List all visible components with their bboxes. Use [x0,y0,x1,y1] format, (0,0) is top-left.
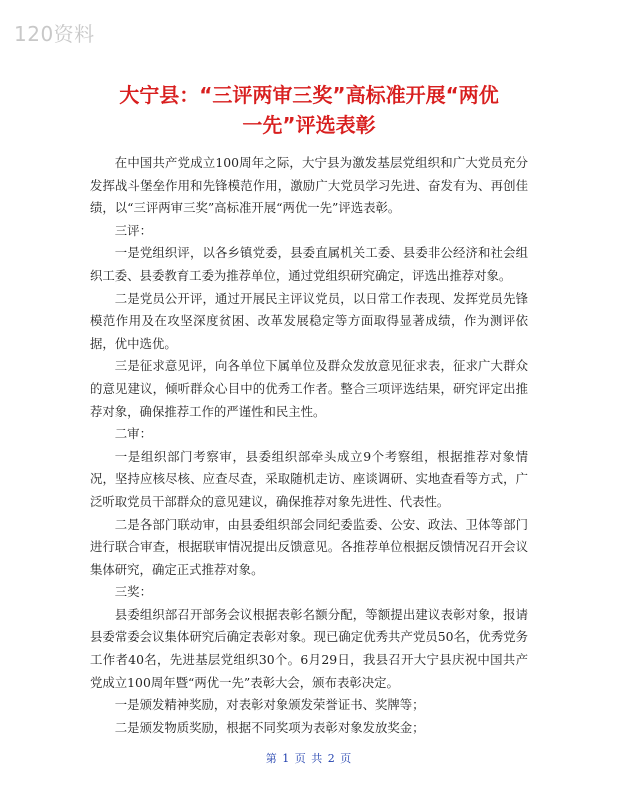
title-line-1: 大宁县：“三评两审三奖”高标准开展“两优 [119,83,499,107]
paragraph: 一是颁发精神奖励，对表彰对象颁发荣誉证书、奖牌等； [114,697,425,713]
paragraph: 二是各部门联动审，由县委组织部会同纪委监委、公安、政法、卫体等部门进行联合审查，根据联审情况提出反馈意见。各推荐单位根据反馈情况召开会议集体研究，确定正式推荐对象。 [90,516,528,577]
watermark-logo: 120资料 [14,22,95,46]
paragraph: 县委组织部召开部务会议根据表彰名额分配，等额提出建议表彰对象，报请县委常委会议集体研究后确定表彰对象。现已确定优秀共产党员50名，优秀党务工作者40名，先进基层党组织30个。6月29日，我县召开大宁县庆祝中国共产党成立100周年暨“两优一先”表彰大会，颁布表彰决定。 [90,606,528,690]
page-number: 第 1 页 共 2 页 [265,752,353,765]
paragraph: 二是颁发物质奖励，根据不同奖项为表彰对象发放奖金； [114,719,425,735]
paragraph: 一是组织部门考察审，县委组织部牵头成立9个考察组，根据推荐对象情况，坚持应核尽核、应查尽查，采取随机走访、座谈调研、实地查看等方式，广泛听取党员干部群众的意见建议，确保推荐对象先进性、代表性。 [90,448,528,509]
paragraph: 三是征求意见评，向各单位下属单位及群众发放意见征求表，征求广大群众的意见建议，倾听群众心目中的优秀工作者。整合三项评选结果，研究评定出推荐对象，确保推荐工作的严谨性和民主性。 [90,358,528,419]
section-heading-two-reviews: 二审： [114,426,152,442]
paragraph-intro: 在中国共产党成立100周年之际，大宁县为激发基层党组织和广大党员充分发挥战斗堡垒作用和先锋模范作用，激励广大党员学习先进、奋发有为、再创佳绩，以“三评两审三奖”高标准开展“两优一先”评选表彰。 [90,155,528,216]
paragraph: 一是党组织评，以各乡镇党委，县委直属机关工委、县委非公经济和社会组织工委、县委教育工委为推荐单位，通过党组织研究确定，评选出推荐对象。 [90,245,528,283]
page-footer [0,750,618,766]
title-line-2: 一先”评选表彰 [242,113,376,137]
section-heading-three-awards: 三奖： [114,584,152,600]
paragraph: 二是党员公开评，通过开展民主评议党员，以日常工作表现、发挥党员先锋模范作用及在攻坚深度贫困、改革发展稳定等方面取得显著成绩，作为测评依据，优中选优。 [90,290,528,351]
document-title [70,80,548,140]
document-body [90,152,528,739]
section-heading-three-evaluations: 三评： [114,222,152,238]
